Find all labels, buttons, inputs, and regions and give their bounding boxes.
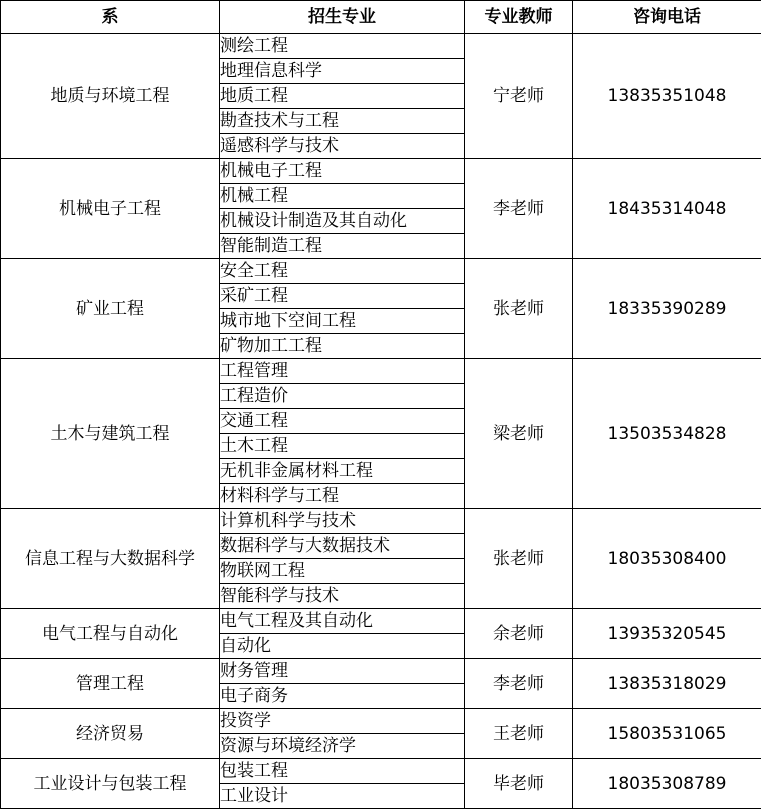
major-name: 财务管理	[220, 659, 465, 684]
major-name: 勘查技术与工程	[220, 109, 465, 134]
department-name: 机械电子工程	[1, 159, 220, 259]
major-name: 材料科学与工程	[220, 484, 465, 509]
phone-number: 18035308789	[573, 759, 761, 809]
major-name: 地质工程	[220, 84, 465, 109]
department-name: 工业设计与包装工程	[1, 759, 220, 809]
table-row	[1, 659, 761, 684]
department-name: 地质与环境工程	[1, 34, 220, 159]
teacher-name: 宁老师	[465, 34, 573, 159]
teacher-name: 梁老师	[465, 359, 573, 509]
major-name: 无机非金属材料工程	[220, 459, 465, 484]
department-name: 经济贸易	[1, 709, 220, 759]
phone-number: 13835351048	[573, 34, 761, 159]
header-major: 招生专业	[220, 1, 465, 34]
table-row	[1, 759, 761, 784]
phone-number: 13835318029	[573, 659, 761, 709]
major-name: 工程管理	[220, 359, 465, 384]
table-row	[1, 709, 761, 734]
major-name: 智能制造工程	[220, 234, 465, 259]
major-name: 安全工程	[220, 259, 465, 284]
major-name: 计算机科学与技术	[220, 509, 465, 534]
header-row	[1, 1, 761, 34]
teacher-name: 张老师	[465, 509, 573, 609]
table-row	[1, 159, 761, 184]
header-phone: 咨询电话	[573, 1, 761, 34]
department-name: 矿业工程	[1, 259, 220, 359]
table-body	[1, 34, 761, 809]
major-name: 采矿工程	[220, 284, 465, 309]
phone-number: 13503534828	[573, 359, 761, 509]
department-name: 土木与建筑工程	[1, 359, 220, 509]
teacher-name: 余老师	[465, 609, 573, 659]
header-teacher: 专业教师	[465, 1, 573, 34]
table-row	[1, 359, 761, 384]
major-name: 物联网工程	[220, 559, 465, 584]
major-name: 智能科学与技术	[220, 584, 465, 609]
teacher-name: 毕老师	[465, 759, 573, 809]
phone-number: 18435314048	[573, 159, 761, 259]
phone-number: 15803531065	[573, 709, 761, 759]
major-name: 机械电子工程	[220, 159, 465, 184]
major-name: 工业设计	[220, 784, 465, 809]
major-name: 城市地下空间工程	[220, 309, 465, 334]
major-name: 电气工程及其自动化	[220, 609, 465, 634]
major-name: 测绘工程	[220, 34, 465, 59]
table-row	[1, 259, 761, 284]
table-row	[1, 509, 761, 534]
teacher-name: 王老师	[465, 709, 573, 759]
major-name: 资源与环境经济学	[220, 734, 465, 759]
teacher-name: 张老师	[465, 259, 573, 359]
major-name: 交通工程	[220, 409, 465, 434]
major-name: 地理信息科学	[220, 59, 465, 84]
department-name: 信息工程与大数据科学	[1, 509, 220, 609]
major-name: 投资学	[220, 709, 465, 734]
major-name: 土木工程	[220, 434, 465, 459]
major-name: 遥感科学与技术	[220, 134, 465, 159]
major-name: 包装工程	[220, 759, 465, 784]
phone-number: 13935320545	[573, 609, 761, 659]
table-row	[1, 34, 761, 59]
major-name: 工程造价	[220, 384, 465, 409]
phone-number: 18335390289	[573, 259, 761, 359]
department-name: 电气工程与自动化	[1, 609, 220, 659]
header-department: 系	[1, 1, 220, 34]
major-name: 电子商务	[220, 684, 465, 709]
major-name: 自动化	[220, 634, 465, 659]
major-name: 机械设计制造及其自动化	[220, 209, 465, 234]
major-name: 矿物加工工程	[220, 334, 465, 359]
table-row	[1, 609, 761, 634]
teacher-name: 李老师	[465, 159, 573, 259]
phone-number: 18035308400	[573, 509, 761, 609]
department-name: 管理工程	[1, 659, 220, 709]
major-name: 机械工程	[220, 184, 465, 209]
major-name: 数据科学与大数据技术	[220, 534, 465, 559]
teacher-name: 李老师	[465, 659, 573, 709]
